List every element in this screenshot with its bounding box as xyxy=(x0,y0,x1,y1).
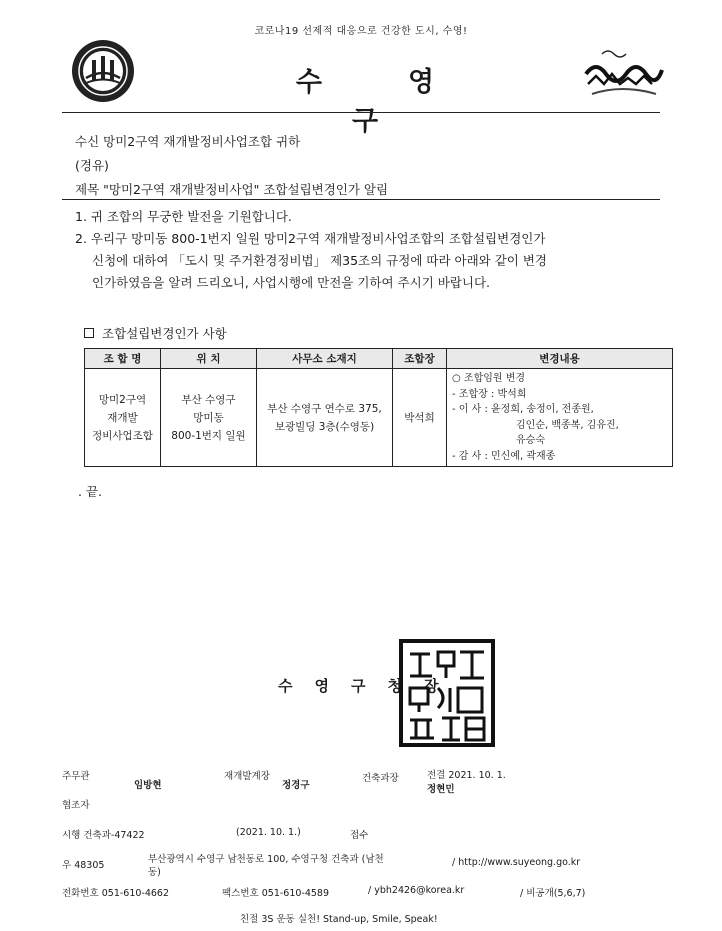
cell-union-name xyxy=(85,369,161,467)
subject-rule xyxy=(62,199,660,200)
change-line: - 이 사 : 윤정희, 송정이, 전종원, xyxy=(452,404,594,415)
location-line: 망미동 xyxy=(193,411,224,424)
union-name-line: 재개발 xyxy=(107,411,138,424)
body-item-2-line-1: 2. 우리구 망미동 800-1번지 일원 망미2구역 재개발정비사업조합의 조합설립변경인가 xyxy=(75,231,546,246)
approval-table xyxy=(84,348,673,467)
dept-name: 정현민 xyxy=(427,784,455,795)
org-title: 수영구 xyxy=(295,67,521,137)
header-chairman: 조합장 xyxy=(393,349,447,369)
body-item-1: 1. 귀 조합의 무궁한 발전을 기원합니다. xyxy=(75,209,292,224)
change-line: 김인순, 백종복, 김유진, xyxy=(516,419,619,431)
via: (경유) xyxy=(75,158,109,173)
approval-date: 전결 2021. 10. 1. xyxy=(427,770,506,781)
suyeong-emblem-icon xyxy=(70,38,136,104)
header-rule xyxy=(62,112,660,113)
header-changes: 변경내용 xyxy=(447,349,673,369)
office-line: 부산 수영구 연수로 375, xyxy=(267,402,382,415)
body-item-2-line-3: 인가하였음을 알려 드리오니, 사업시행에 만전을 기하여 주시기 바랍니다. xyxy=(92,275,491,290)
section-title xyxy=(84,324,227,342)
change-line: 유승숙 xyxy=(516,435,545,446)
email-link[interactable]: / ybh2426@korea.kr xyxy=(368,885,465,896)
cell-chairman: 박석희 xyxy=(393,369,447,467)
disclosure-status: / 비공개(5,6,7) xyxy=(520,888,586,899)
postal-code: 우 48305 xyxy=(62,860,105,871)
table-row xyxy=(85,369,673,467)
execution-label: 시행 건축과-47422 xyxy=(62,830,145,841)
campaign-slogan: 친절 3S 운동 실천! Stand-up, Smile, Speak! xyxy=(240,914,438,925)
location-line: 부산 수영구 xyxy=(181,393,236,406)
address-line-1: 부산광역시 수영구 남천동로 100, 수영구청 건축과 (남천 xyxy=(148,854,384,865)
slogan: 코로나19 선제적 대응으로 건강한 도시, 수영! xyxy=(254,26,468,37)
change-line: - 조합장 : 박석희 xyxy=(452,388,527,400)
homepage-link[interactable]: / http://www.suyeong.go.kr xyxy=(452,857,581,868)
end-mark: . 끝. xyxy=(78,484,102,499)
header-union-name: 조 합 명 xyxy=(85,349,161,369)
receipt-label: 접수 xyxy=(350,830,369,841)
fax-number: 팩스번호 051-610-4589 xyxy=(222,888,330,899)
dept-label: 건축과장 xyxy=(362,773,399,784)
change-line: - 감 사 : 민신예, 곽재종 xyxy=(452,450,556,462)
cell-location xyxy=(161,369,257,467)
change-line: ○ 조합임원 변경 xyxy=(452,373,526,384)
suyeong-brand-logo-icon xyxy=(582,44,666,102)
body-item-2-line-2: 신청에 대하여 「도시 및 주거환경정비법」 제35조의 규정에 따라 아래와 같이 변경 xyxy=(92,253,547,268)
address-line-2: 동) xyxy=(148,867,161,878)
recipient: 수신 망미2구역 재개발정비사업조합 귀하 xyxy=(75,134,301,149)
table-header-row xyxy=(85,349,673,369)
phone-number: 전화번호 051-610-4662 xyxy=(62,888,170,899)
header-location: 위 치 xyxy=(161,349,257,369)
section-title-text: 조합설립변경인가 사항 xyxy=(102,326,227,341)
cell-office xyxy=(257,369,393,467)
checkbox-bullet-icon xyxy=(84,328,94,338)
subject: 제목 "망미2구역 재개발정비사업" 조합설립변경인가 알림 xyxy=(75,182,389,197)
execution-date: (2021. 10. 1.) xyxy=(236,827,301,838)
team-label: 재개발계장 xyxy=(224,771,270,782)
signature-org: 수영구청장 xyxy=(278,677,461,695)
staff-name: 임방현 xyxy=(134,780,162,791)
header-office: 사무소 소재지 xyxy=(257,349,393,369)
location-line: 800-1번지 일원 xyxy=(171,429,246,442)
cooperation-label: 협조자 xyxy=(62,800,90,811)
union-name-line: 정비사업조합 xyxy=(92,429,153,442)
cell-changes xyxy=(447,369,673,467)
staff-label: 주무관 xyxy=(62,771,90,782)
union-name-line: 망미2구역 xyxy=(98,393,147,406)
office-line: 보광빌딩 3층(수영동) xyxy=(274,420,375,433)
official-seal-icon xyxy=(398,638,496,748)
team-name: 정경구 xyxy=(282,780,310,791)
